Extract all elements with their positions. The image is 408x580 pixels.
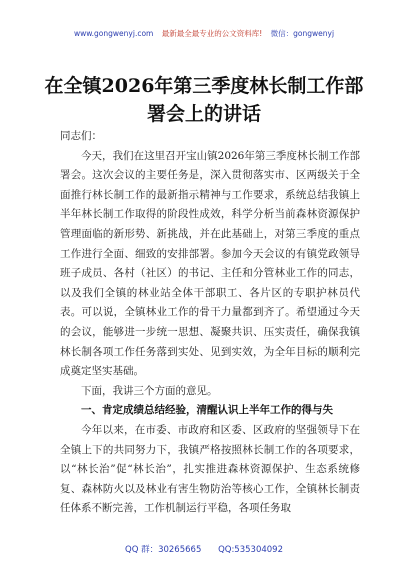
wechat-id: 微信：gongwenyj (270, 29, 335, 38)
section-heading: 一、肯定成绩总结经验，清醒认识上半年工作的得与失 (81, 404, 333, 417)
document-title: 在全镇2026年第三季度林长制工作部署会上的讲话 (44, 75, 364, 125)
website-link[interactable]: www.gongwenyj.com (73, 29, 154, 38)
salutation: 同志们： (60, 130, 102, 142)
qq-number: QQ:535304092 (218, 545, 283, 555)
outline-paragraph: 下面，我讲三个方面的意见。 (81, 384, 218, 397)
section-paragraph: 今年以来，在市委、市政府和区委、区政府的坚强领导下在全镇上下的共同努力下，我镇严格按照林长制工作的各项要求，以“林长治”促“林长治”，扎实推进森林资源保护、生态系统修复、森林防火以及林业有害生物防治等核心工作，全镇林长制责任体系不断完善，工作机制运行平稳，各项任务取 (60, 423, 360, 515)
qq-group-number: QQ 群：30265665 (125, 545, 202, 555)
page-footer (0, 543, 408, 555)
top-banner (0, 28, 408, 39)
banner-slogan: 最新最全最专业的公文资料库! (161, 29, 263, 38)
intro-paragraph: 今天，我们在这里召开宝山镇2026年第三季度林长制工作部署会。这次会议的主要任务是，深入贯彻落实市、区两级关于全面推行林长制工作的最新指示精神与工作要求，系统总结我镇上半年林长制工作取得的阶段性成效，科学分析当前森林资源保护管理面临的新形势、新挑战，并在此基础上，对第三季度的重点工作进行全面、细致的安排部署。参加今天会议的有镇党政领导班子成员、各村（社区）的书记、主任和分管林业工作的同志，以及我们全镇的林业站全体干部职工、各片区的专职护林员代表。可以说，全镇林业工作的骨干力量都到齐了。希望通过今天的会议，能够进一步统一思想、凝聚共识、压实责任，确保我镇林长制各项工作任务落到实处、见到实效，为全年目标的顺利完成奠定坚实基础。 (60, 149, 360, 378)
document-body (60, 127, 360, 519)
